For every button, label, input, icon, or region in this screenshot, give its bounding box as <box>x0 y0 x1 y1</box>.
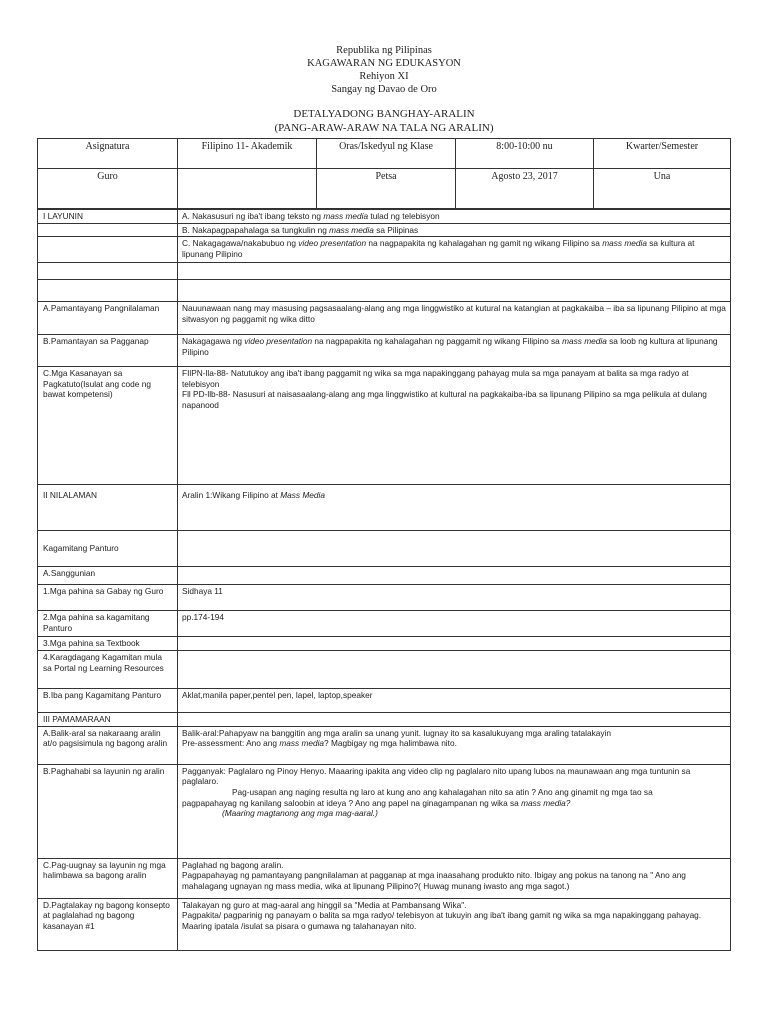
info-cell: Agosto 23, 2017 <box>456 169 594 209</box>
info-row-2 <box>38 169 731 209</box>
pag-uugnay-text: Paglahad ng bagong aralin. Pagpapahayag ng pamantayang pangnilalaman at pagganap at mga inaasahang produkto nito. Ibigay ang pokus na tanong na " Ano ang mahalagang ugnayan ng mass media, wika at lipunang Pilipino?( Huwag munang iwasto ang mga sagot.) <box>178 858 731 898</box>
gabay-value: Sidhaya 11 <box>178 585 731 611</box>
empty-cell <box>38 280 178 302</box>
document-title: DETALYADONG BANGHAY-ARALIN <box>293 108 475 120</box>
empty-cell <box>178 280 731 302</box>
info-cell: 8:00-10:00 nu <box>456 139 594 169</box>
info-cell: Kwarter/Semester <box>594 139 731 169</box>
table-row <box>38 585 731 611</box>
table-row <box>38 689 731 713</box>
pamantayang-text: Nauunawaan nang may masusing pagsasaalang-alang ang mga linggwistiko at kutural na katangian at pagkakaiba – iba sa lipunang Pilipino at mga sitwasyon ng paggamit ng wika ditto <box>178 302 731 335</box>
label-gabay: 1.Mga pahina sa Gabay ng Guro <box>38 585 178 611</box>
document-subtitle: (PANG-ARAW-ARAW NA TALA NG ARALIN) <box>274 122 494 134</box>
empty-cell <box>38 223 178 237</box>
info-cell: Guro <box>38 169 178 209</box>
table-row <box>38 531 731 567</box>
info-table <box>37 138 731 209</box>
table-row <box>38 280 731 302</box>
table-row <box>38 223 731 237</box>
label-sanggunian: A.Sanggunian <box>38 567 178 585</box>
label-portal: 4.Karagdagang Kagamitan mula sa Portal ng Learning Resources <box>38 651 178 689</box>
layunin-a: A. Nakasusuri ng iba't ibang teksto ng mass media tulad ng telebisyon <box>178 210 731 224</box>
table-row <box>38 637 731 651</box>
label-kagamitang: 2.Mga pahina sa kagamitang Panturo <box>38 611 178 637</box>
empty-cell <box>178 651 731 689</box>
header-rehiyon: Rehiyon XI <box>359 71 409 82</box>
label-iba-pang-kagamitan: B.Iba pang Kagamitang Panturo <box>38 689 178 713</box>
empty-cell <box>38 263 178 280</box>
table-row <box>38 263 731 280</box>
table-row <box>38 237 731 263</box>
label-layunin: I LAYUNIN <box>38 210 178 224</box>
header-republika: Republika ng Pilipinas <box>336 45 432 56</box>
label-paghahabi: B.Paghahabi sa layunin ng aralin <box>38 764 178 858</box>
header-sangay: Sangay ng Davao de Oro <box>331 84 437 95</box>
empty-cell <box>178 531 731 567</box>
empty-cell <box>178 567 731 585</box>
empty-cell <box>178 637 731 651</box>
empty-cell <box>38 237 178 263</box>
info-cell: Petsa <box>317 169 456 209</box>
label-pag-uugnay: C.Pag-uugnay sa layunin ng mga halimbawa sa bagong aralin <box>38 858 178 898</box>
label-pagtalakay: D.Pagtalakay ng bagong konsepto at paglalahad ng bagong kasanayan #1 <box>38 898 178 950</box>
label-pamantayang-pangnilalaman: A.Pamantayang Pangnilalaman <box>38 302 178 335</box>
pagtalakay-text: Talakayan ng guro at mag-aaral ang hinggil sa "Media at Pambansang Wika". Pagpakita/ pagparinig ng panayam o balita sa mga radyo/ telebisyon at tukuyin ang iba't ibang gamit ng wika sa mga napakinggang pahayag. Maaring ipatala /isulat sa pisara o gumawa ng talahanayan nito. <box>178 898 731 950</box>
empty-cell <box>178 263 731 280</box>
info-row-1 <box>38 139 731 169</box>
pagganap-text: Nakagagawa ng video presentation na nagpapakita ng kahalagahan ng paggamit ng wikang Filipino sa mass media sa loob ng kultura at lipunang Pilipino <box>178 335 731 367</box>
layunin-c: C. Nakagagawa/nakabubuo ng video presentation na nagpapakita ng kahalagahan ng gamit ng wikang Filipino sa mass media sa kultura at lipunang Pilipino <box>178 237 731 263</box>
table-row <box>38 485 731 531</box>
header-kagawaran: KAGAWARAN NG EDUKASYON <box>307 58 461 69</box>
kasanayan-text: FIlPN-lla-88- Natutukoy ang iba't ibang paggamit ng wika sa mga napakinggang pahayag mula sa mga panayam at balita sa mga radyo at telebisyon Fll PD-llb-88- Nasusuri at naisasaalang-alang ang mga linggwistiko at kultural na pagkakaiba-iba sa lipunang Pilipino sa mga pelikula at dulang napanood <box>178 367 731 485</box>
label-pamamaraan: III PAMAMARAAN <box>38 713 178 727</box>
label-nilalaman: II NILALAMAN <box>38 485 178 531</box>
table-row <box>38 367 731 485</box>
lesson-plan-table <box>37 209 731 951</box>
table-row <box>38 611 731 637</box>
iba-value: Aklat,manila paper,pentel pen, lapel, laptop,speaker <box>178 689 731 713</box>
label-pamantayan-pagganap: B.Pamantayan sa Pagganap <box>38 335 178 367</box>
label-balik-aral: A.Balik-aral sa nakaraang aralin at/o pagsisimula ng bagong aralin <box>38 726 178 764</box>
label-kasanayan: C.Mga Kasanayan sa Pagkatuto(Isulat ang code ng bawat kompetensi) <box>38 367 178 485</box>
table-row <box>38 335 731 367</box>
label-kagamitang-panturo: Kagamitang Panturo <box>38 531 178 567</box>
empty-cell <box>178 713 731 727</box>
table-row <box>38 567 731 585</box>
table-row <box>38 651 731 689</box>
kagamitang-value: pp.174-194 <box>178 611 731 637</box>
nilalaman-text: Aralin 1:Wikang Filipino at Mass Media <box>178 485 731 531</box>
info-cell: Asignatura <box>38 139 178 169</box>
table-row <box>38 210 731 224</box>
info-cell: Una <box>594 169 731 209</box>
paghahabi-text: Pagganyak: Paglalaro ng Pinoy Henyo. Maaaring ipakita ang video clip ng paglalaro nito upang lubos na maunawaan ang mga tuntunin sa paglalaro. Pag-usapan ang naging resulta ng laro at kung ano ang kahalagahan nito sa atin ? Ano ang ginamit ng mga tao sa pagpapahayag ng kanilang saloobin at ideya ? Ano ang papel na ginagampanan ng wika sa mass media? (Maaring magtanong ang mga mag-aaral.) <box>178 764 731 858</box>
table-row <box>38 764 731 858</box>
table-row <box>38 858 731 898</box>
info-cell <box>178 169 317 209</box>
balik-aral-text: Balik-aral:Pahapyaw na banggitin ang mga aralin sa unang yunit. Iugnay ito sa kasalukuyang mga araling tatalakayin Pre-assessment: Ano ang mass media? Magbigay ng mga halimbawa nito. <box>178 726 731 764</box>
table-row <box>38 726 731 764</box>
table-row <box>38 302 731 335</box>
layunin-b: B. Nakapagpapahalaga sa tungkulin ng mass media sa Pilipinas <box>178 223 731 237</box>
label-textbook: 3.Mga pahina sa Textbook <box>38 637 178 651</box>
table-row <box>38 898 731 950</box>
table-row <box>38 713 731 727</box>
info-cell: Filipino 11- Akademik <box>178 139 317 169</box>
info-cell: Oras/Iskedyul ng Klase <box>317 139 456 169</box>
